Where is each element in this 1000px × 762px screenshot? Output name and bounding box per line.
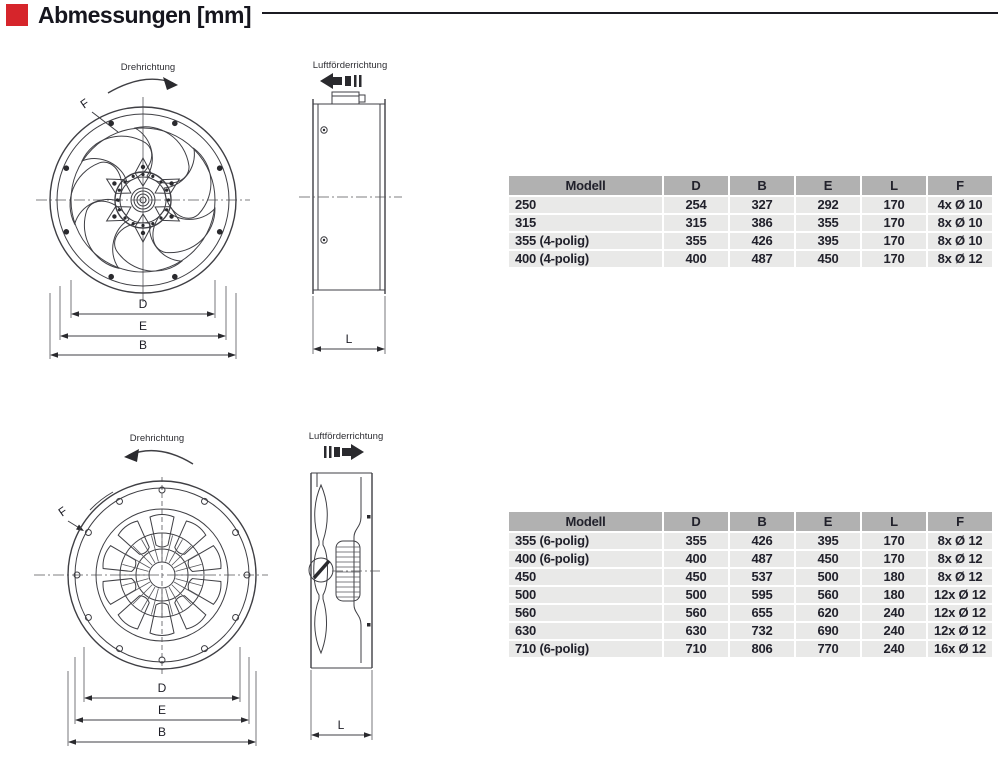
table-row — [509, 533, 992, 549]
value-cell: 732 — [730, 623, 794, 639]
airflow-label: Luftförderrichtung — [312, 60, 388, 71]
header-cell: B — [730, 512, 794, 531]
header-cell: D — [664, 176, 728, 195]
value-cell: 12x Ø 12 — [928, 587, 992, 603]
value-cell: 12x Ø 12 — [928, 623, 992, 639]
dimension-lines — [313, 296, 385, 354]
value-cell: 595 — [730, 587, 794, 603]
table-row — [509, 605, 992, 621]
arc-arrow-counterclockwise-icon — [124, 449, 193, 464]
dim-e-label: E — [138, 319, 148, 333]
value-cell: 170 — [862, 197, 926, 213]
value-cell: 487 — [730, 551, 794, 567]
duct-body — [313, 92, 385, 294]
model-cell: 355 (4-polig) — [509, 233, 662, 249]
header-cell: D — [664, 512, 728, 531]
header-cell: Modell — [509, 176, 662, 195]
rotation-label: Drehrichtung — [129, 433, 185, 444]
value-cell: 450 — [664, 569, 728, 585]
value-cell: 500 — [796, 569, 860, 585]
value-cell: 806 — [730, 641, 794, 657]
value-cell: 400 — [664, 551, 728, 567]
airflow-label: Luftförderrichtung — [308, 431, 384, 442]
dimensions-table-6polig — [507, 510, 994, 659]
model-cell: 315 — [509, 215, 662, 231]
value-cell: 487 — [730, 251, 794, 267]
value-cell: 180 — [862, 569, 926, 585]
value-cell: 355 — [796, 215, 860, 231]
fan-front-drawing-bottom — [28, 425, 273, 760]
value-cell: 240 — [862, 605, 926, 621]
table-row — [509, 197, 992, 213]
dim-d-label: D — [157, 681, 167, 695]
fan-side-drawing-top — [293, 52, 408, 367]
rotation-label: Drehrichtung — [120, 62, 176, 73]
value-cell: 8x Ø 10 — [928, 215, 992, 231]
value-cell: 450 — [796, 551, 860, 567]
dim-f-label: F — [77, 95, 92, 112]
value-cell: 8x Ø 12 — [928, 251, 992, 267]
value-cell: 315 — [664, 215, 728, 231]
value-cell: 450 — [796, 251, 860, 267]
table-row — [509, 233, 992, 249]
value-cell: 4x Ø 10 — [928, 197, 992, 213]
dim-d-label: D — [138, 297, 148, 311]
value-cell: 8x Ø 10 — [928, 233, 992, 249]
table-row — [509, 551, 992, 567]
header-cell: F — [928, 512, 992, 531]
model-cell: 400 (6-polig) — [509, 551, 662, 567]
model-cell: 500 — [509, 587, 662, 603]
value-cell: 170 — [862, 215, 926, 231]
fan-front-drawing-top — [28, 52, 263, 367]
header-cell: E — [796, 176, 860, 195]
dimensions-table-4polig — [507, 174, 994, 269]
fan-side-drawing-bottom — [288, 425, 403, 760]
value-cell: 710 — [664, 641, 728, 657]
model-cell: 560 — [509, 605, 662, 621]
header-rule — [262, 12, 998, 14]
value-cell: 500 — [664, 587, 728, 603]
header-cell: L — [862, 512, 926, 531]
dim-l-label: L — [337, 718, 345, 732]
value-cell: 240 — [862, 641, 926, 657]
value-cell: 560 — [664, 605, 728, 621]
dim-b-label: B — [157, 725, 167, 739]
table-header-row — [509, 176, 992, 195]
value-cell: 620 — [796, 605, 860, 621]
model-cell: 250 — [509, 197, 662, 213]
table-row — [509, 215, 992, 231]
dim-f-label: F — [55, 503, 70, 520]
value-cell: 426 — [730, 233, 794, 249]
value-cell: 170 — [862, 251, 926, 267]
table-row — [509, 587, 992, 603]
value-cell: 395 — [796, 233, 860, 249]
value-cell: 170 — [862, 233, 926, 249]
value-cell: 386 — [730, 215, 794, 231]
model-cell: 630 — [509, 623, 662, 639]
page-title: Abmessungen [mm] — [38, 2, 252, 28]
duct-body — [309, 473, 380, 668]
table-row — [509, 251, 992, 267]
value-cell: 770 — [796, 641, 860, 657]
value-cell: 170 — [862, 533, 926, 549]
header-cell: B — [730, 176, 794, 195]
value-cell: 16x Ø 12 — [928, 641, 992, 657]
table-row — [509, 641, 992, 657]
model-cell: 400 (4-polig) — [509, 251, 662, 267]
model-cell: 450 — [509, 569, 662, 585]
header-cell: Modell — [509, 512, 662, 531]
value-cell: 560 — [796, 587, 860, 603]
striped-arrow-left-icon — [320, 73, 362, 89]
dimension-lines — [311, 670, 372, 740]
dim-b-label: B — [138, 338, 148, 352]
value-cell: 395 — [796, 533, 860, 549]
value-cell: 8x Ø 12 — [928, 551, 992, 567]
table-header-row — [509, 512, 992, 531]
value-cell: 327 — [730, 197, 794, 213]
value-cell: 355 — [664, 233, 728, 249]
value-cell: 292 — [796, 197, 860, 213]
value-cell: 400 — [664, 251, 728, 267]
value-cell: 8x Ø 12 — [928, 533, 992, 549]
table-row — [509, 569, 992, 585]
header-cell: L — [862, 176, 926, 195]
arc-arrow-clockwise-icon — [108, 77, 178, 93]
value-cell: 254 — [664, 197, 728, 213]
model-cell: 355 (6-polig) — [509, 533, 662, 549]
value-cell: 655 — [730, 605, 794, 621]
table-row — [509, 623, 992, 639]
value-cell: 537 — [730, 569, 794, 585]
value-cell: 170 — [862, 551, 926, 567]
dim-l-label: L — [345, 332, 353, 346]
value-cell: 8x Ø 12 — [928, 569, 992, 585]
section-marker — [6, 4, 28, 26]
value-cell: 630 — [664, 623, 728, 639]
dim-e-label: E — [157, 703, 167, 717]
header-cell: E — [796, 512, 860, 531]
header-cell: F — [928, 176, 992, 195]
value-cell: 690 — [796, 623, 860, 639]
value-cell: 180 — [862, 587, 926, 603]
value-cell: 12x Ø 12 — [928, 605, 992, 621]
model-cell: 710 (6-polig) — [509, 641, 662, 657]
striped-arrow-right-icon — [324, 444, 364, 460]
value-cell: 426 — [730, 533, 794, 549]
value-cell: 355 — [664, 533, 728, 549]
value-cell: 240 — [862, 623, 926, 639]
